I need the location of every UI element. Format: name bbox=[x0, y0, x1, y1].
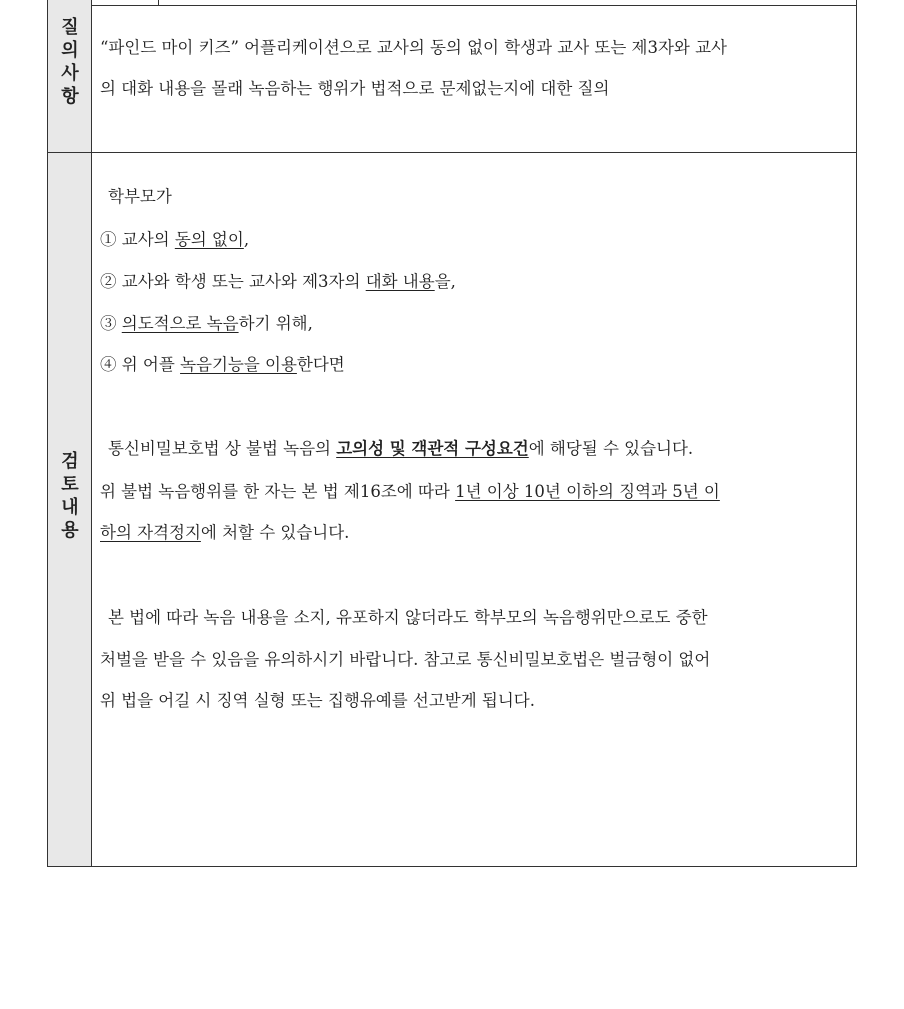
item-text: , bbox=[243, 230, 250, 249]
item-marker: ④ bbox=[100, 355, 117, 374]
review-label-char: 내 bbox=[61, 497, 79, 518]
item-text: 을, bbox=[434, 272, 456, 291]
para-bold-text: 고의성 및 객관적 구성요건 bbox=[336, 439, 529, 458]
legal-para-2-line-2: 처벌을 받을 수 있음을 유의하시기 바랍니다. 참고로 통신비밀보호법은 벌금형이 없어 bbox=[100, 650, 711, 669]
condition-item-1 bbox=[100, 229, 249, 251]
review-label-char: 검 bbox=[61, 451, 79, 472]
para-text: 에 처할 수 있습니다. bbox=[200, 523, 350, 542]
para-text: 에 해당될 수 있습니다. bbox=[528, 439, 694, 458]
item-underlined-text: 대화 내용 bbox=[365, 272, 435, 291]
item-text: 교사의 bbox=[121, 230, 175, 249]
question-label-char: 항 bbox=[61, 86, 79, 107]
para-text: 통신비밀보호법 상 불법 녹음의 bbox=[108, 439, 337, 458]
review-label-char: 토 bbox=[61, 474, 79, 495]
para-underlined-text: 하의 자격정지 bbox=[100, 523, 201, 542]
legal-para-2-line-1: 본 법에 따라 녹음 내용을 소지, 유포하지 않더라도 학부모의 녹음행위만으로도 중한 bbox=[108, 608, 708, 627]
question-label-cell bbox=[48, 6, 92, 152]
item-text: 교사와 학생 또는 교사와 제3자의 bbox=[121, 272, 366, 291]
item-underlined-text: 녹음기능을 이용 bbox=[180, 355, 297, 374]
condition-item-3 bbox=[100, 313, 313, 335]
item-marker: ③ bbox=[100, 314, 117, 333]
item-underlined-text: 동의 없이 bbox=[174, 230, 244, 249]
review-row bbox=[48, 153, 856, 866]
question-label-char: 의 bbox=[61, 40, 79, 61]
question-line-1: “파인드 마이 키즈” 어플리케이션으로 교사의 동의 없이 학생과 교사 또는 제3자와 교사 bbox=[100, 38, 727, 57]
question-content bbox=[92, 6, 856, 152]
para-underlined-text: 1년 이상 10년 이하의 징역과 5년 이 bbox=[455, 482, 720, 501]
para-text: 위 불법 녹음행위를 한 자는 본 법 제16조에 따라 bbox=[100, 482, 456, 501]
legal-para-2-line-3: 위 법을 어길 시 징역 실형 또는 집행유예를 선고받게 됩니다. bbox=[100, 691, 535, 710]
condition-item-4 bbox=[100, 354, 345, 376]
question-label-char: 질 bbox=[61, 17, 79, 38]
review-label-char: 용 bbox=[61, 520, 79, 541]
review-intro: 학부모가 bbox=[108, 187, 172, 206]
review-content bbox=[92, 153, 856, 866]
legal-para-1-line-3 bbox=[100, 522, 349, 544]
item-marker: ① bbox=[100, 230, 117, 249]
item-underlined-text: 의도적으로 녹음 bbox=[121, 314, 239, 333]
item-text: 위 어플 bbox=[121, 355, 181, 374]
condition-item-2 bbox=[100, 271, 456, 293]
legal-para-1-line-1 bbox=[108, 438, 693, 460]
review-table bbox=[47, 0, 857, 867]
item-text: 한다면 bbox=[296, 355, 345, 374]
question-label-char: 사 bbox=[61, 63, 79, 84]
legal-para-1-line-2 bbox=[100, 481, 720, 503]
item-marker: ② bbox=[100, 272, 117, 291]
question-label bbox=[48, 16, 92, 108]
question-row bbox=[48, 6, 856, 153]
review-label bbox=[48, 450, 92, 542]
question-line-2: 의 대화 내용을 몰래 녹음하는 행위가 법적으로 문제없는지에 대한 질의 bbox=[100, 79, 610, 98]
review-label-cell bbox=[48, 153, 92, 866]
item-text: 하기 위해, bbox=[238, 314, 313, 333]
